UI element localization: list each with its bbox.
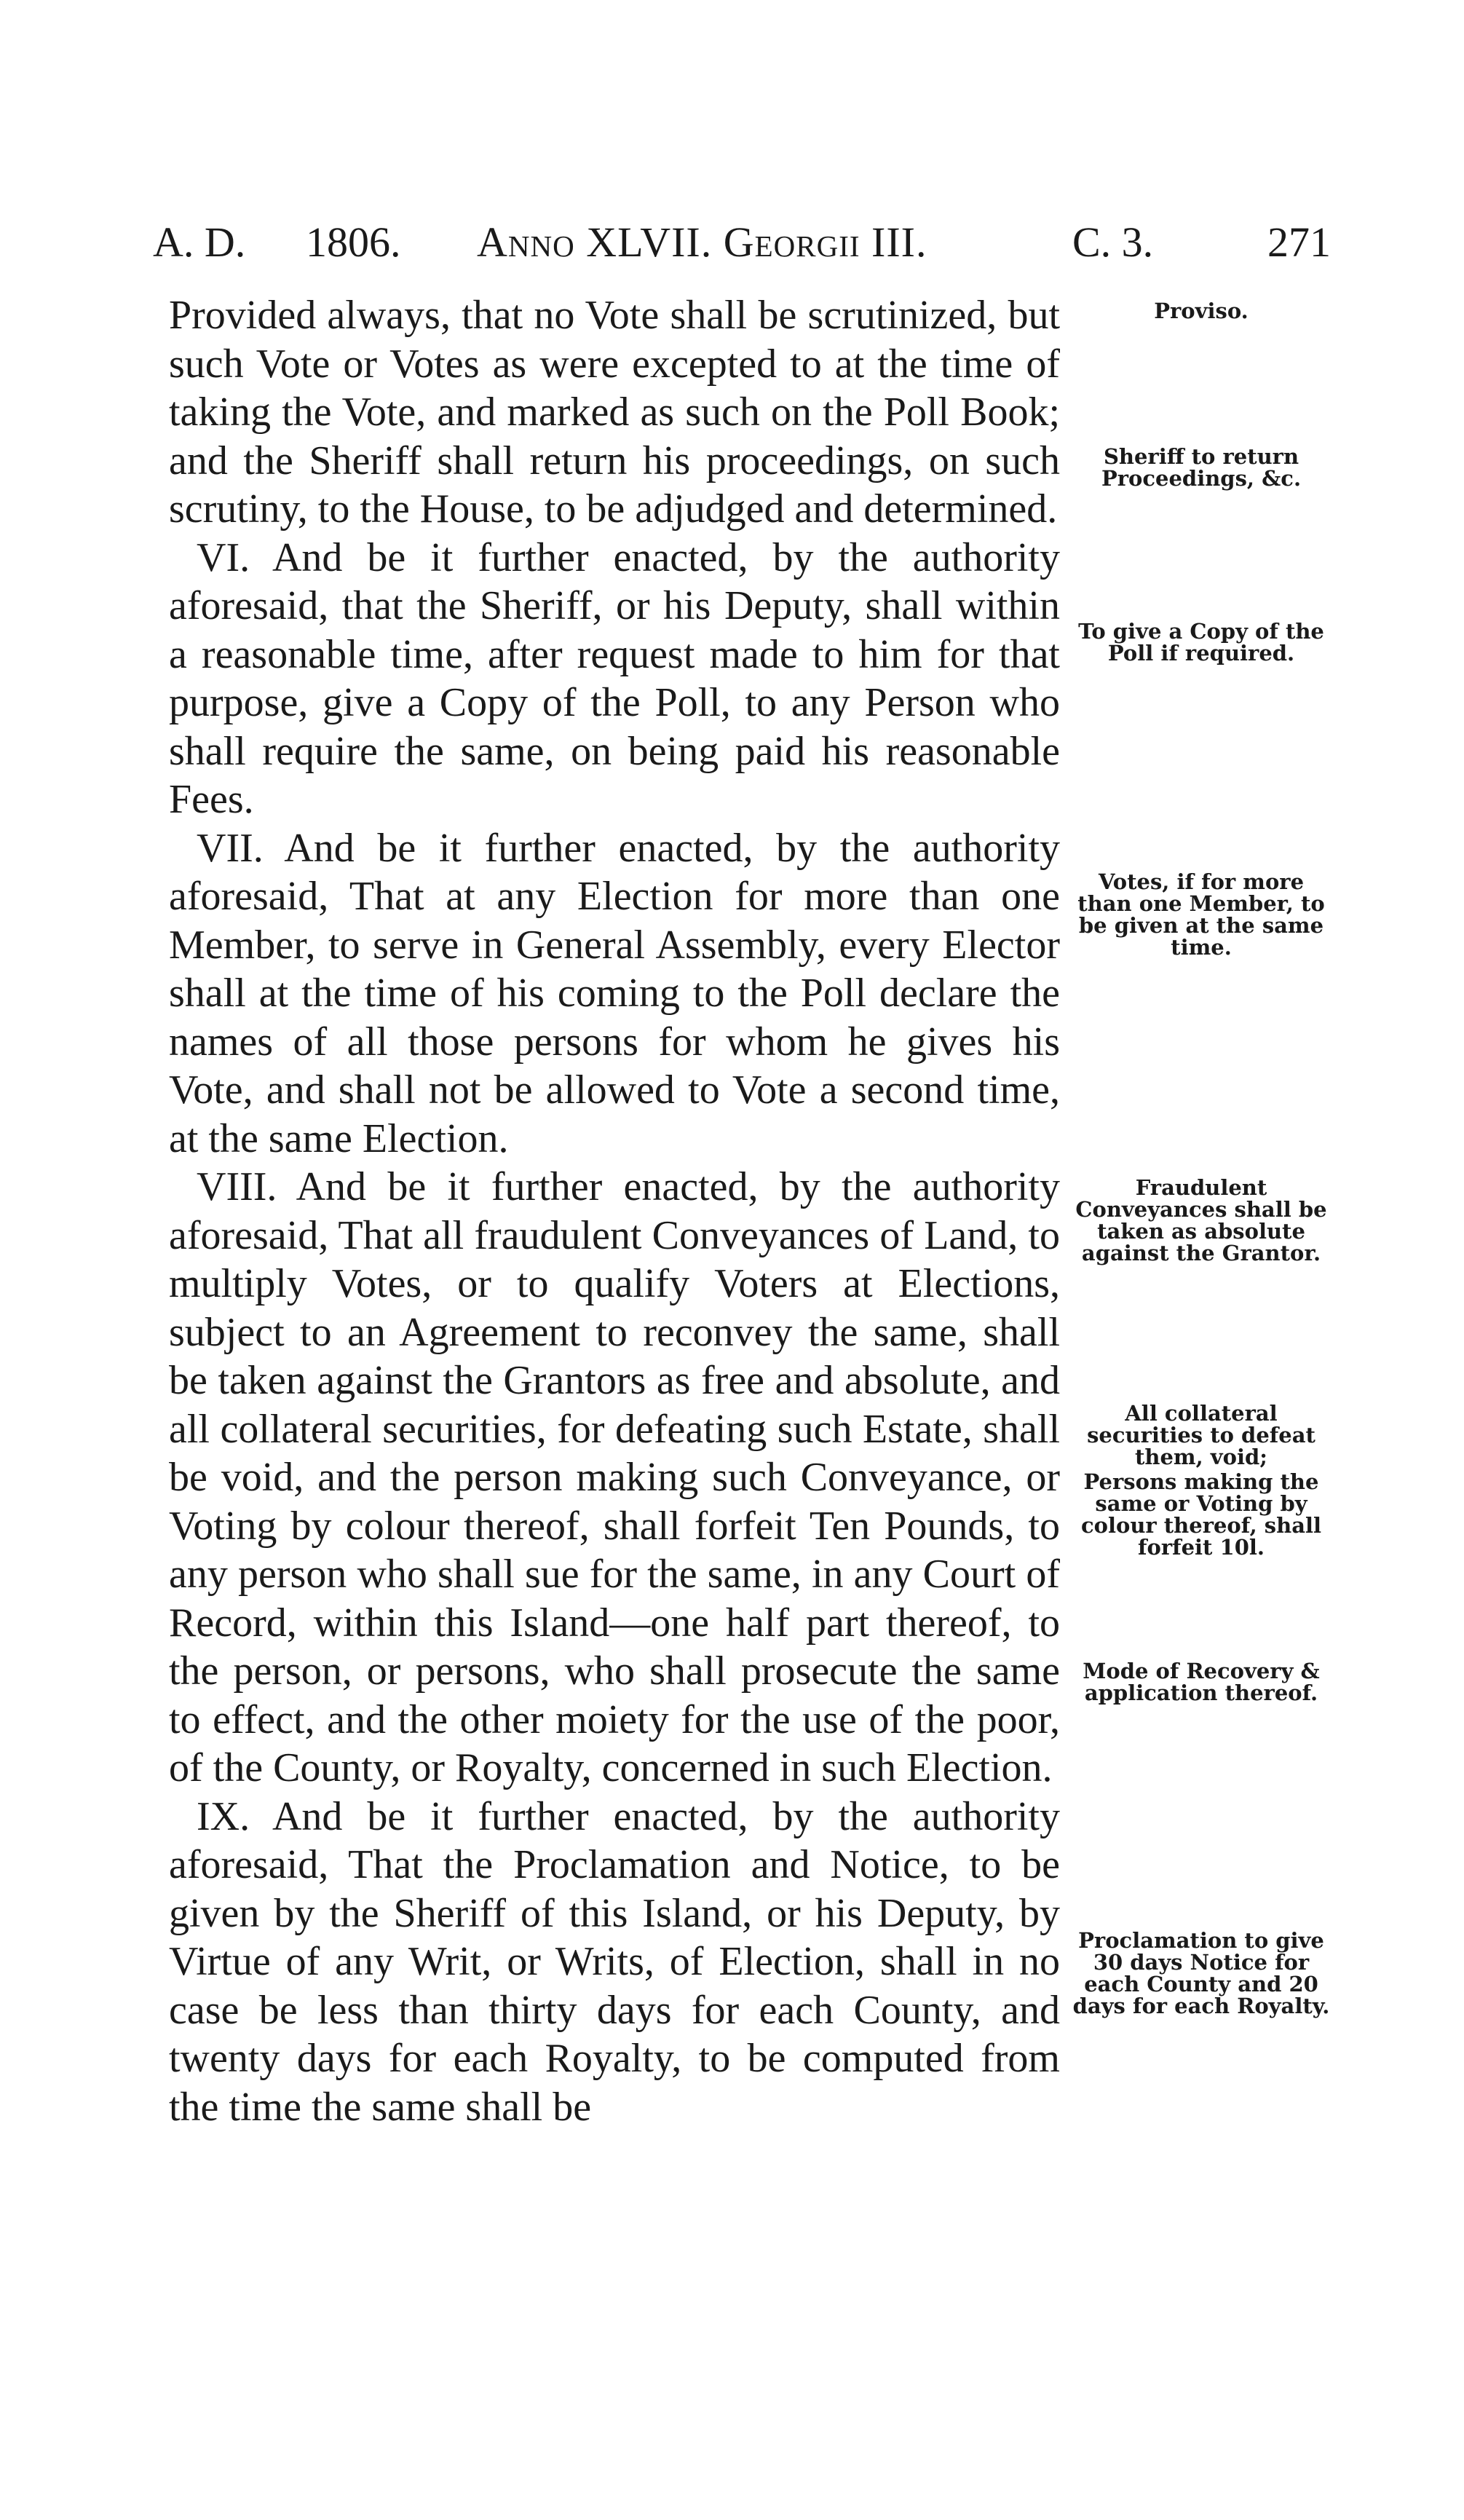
- header-regnal-year: Anno XLVII. Georgii III.: [477, 218, 927, 266]
- paragraph-section-vi: VI. And be it further enacted, by the authority aforesaid, that the Sheriff, or his Deputy, shall within a reasonable time, after request made to him for that purpose, give a Copy of the Poll, to any Person who shall require the same, on being paid his reasonable Fees.: [169, 534, 1060, 822]
- statute-body: [169, 291, 1060, 2131]
- header-chapter: C. 3.: [1072, 218, 1154, 266]
- paragraph-section-viii: VIII. And be it further enacted, by the authority aforesaid, That all fraudulent Conveyances of Land, to multiply Votes, or to qualify Voters at Elections, subject to an Agreement to reconvey the same, shall be taken against the Grantors as free and absolute, and all collateral securities, for defeating such Estate, shall be void, and the person making such Conveyance, or Voting by colour thereof, shall forfeit Ten Pounds, to any person who shall sue for the same, in any Court of Record, within this Island—one half part thereof, to the person, or persons, who shall prosecute the same to effect, and the other moiety for the use of the poor, of the County, or Royalty, concerned in such Election.: [169, 1164, 1060, 1790]
- margin-note-sheriff-return: Sheriff to return Proceedings, &c.: [1101, 444, 1302, 491]
- paragraph-section-vii: VII. And be it further enacted, by the authority aforesaid, That at any Election for more than one Member, to serve in General Assembly, every Elector shall at the time of his coming to the Poll declare the names of all those persons for whom he gives his Vote, and shall not be allowed to Vote a second time, at the same Election.: [169, 825, 1060, 1161]
- margin-note-collateral-securities: All collateral securities to defeat them, void;: [1087, 1401, 1315, 1469]
- margin-note-proclamation: Proclamation to give 30 days Notice for each County and 20 days for each Royalty.: [1072, 1928, 1330, 2018]
- header-ad: A. D.: [153, 218, 246, 266]
- margin-note-proviso: Proviso.: [1154, 299, 1249, 323]
- margin-note-persons-forfeit: Persons making the same or Voting by colour thereof, shall forfeit 10l.: [1080, 1469, 1322, 1560]
- margin-note-votes-same-time: Votes, if for more than one Member, to be given at the same time.: [1077, 869, 1325, 960]
- paragraph-proviso: Provided always, that no Vote shall be scrutinized, but such Vote or Votes as were excepted to at the time of taking the Vote, and marked as such on the Poll Book; and the Sheriff shall return his proceedings, on such scrutiny, to the House, to be adjudged and determined.: [169, 293, 1060, 532]
- paragraph-section-ix: IX. And be it further enacted, by the authority aforesaid, That the Proclamation and Notice, to be given by the Sheriff of this Island, or his Deputy, by Virtue of any Writ, or Writs, of Election, shall in no case be less than thirty days for each County, and twenty days for each Royalty, to be computed from the time the same shall be: [169, 1793, 1060, 2130]
- margin-notes: [1070, 0, 1332, 2520]
- margin-note-copy-of-poll: To give a Copy of the Poll if required.: [1078, 619, 1324, 665]
- margin-note-mode-of-recovery: Mode of Recovery & application thereof.: [1083, 1659, 1320, 1705]
- margin-note-fraudulent-conveyances: Fraudulent Conveyances shall be taken as absolute against the Grantor.: [1075, 1175, 1327, 1265]
- header-year: 1806.: [306, 218, 401, 266]
- page-number: 271: [1267, 218, 1331, 266]
